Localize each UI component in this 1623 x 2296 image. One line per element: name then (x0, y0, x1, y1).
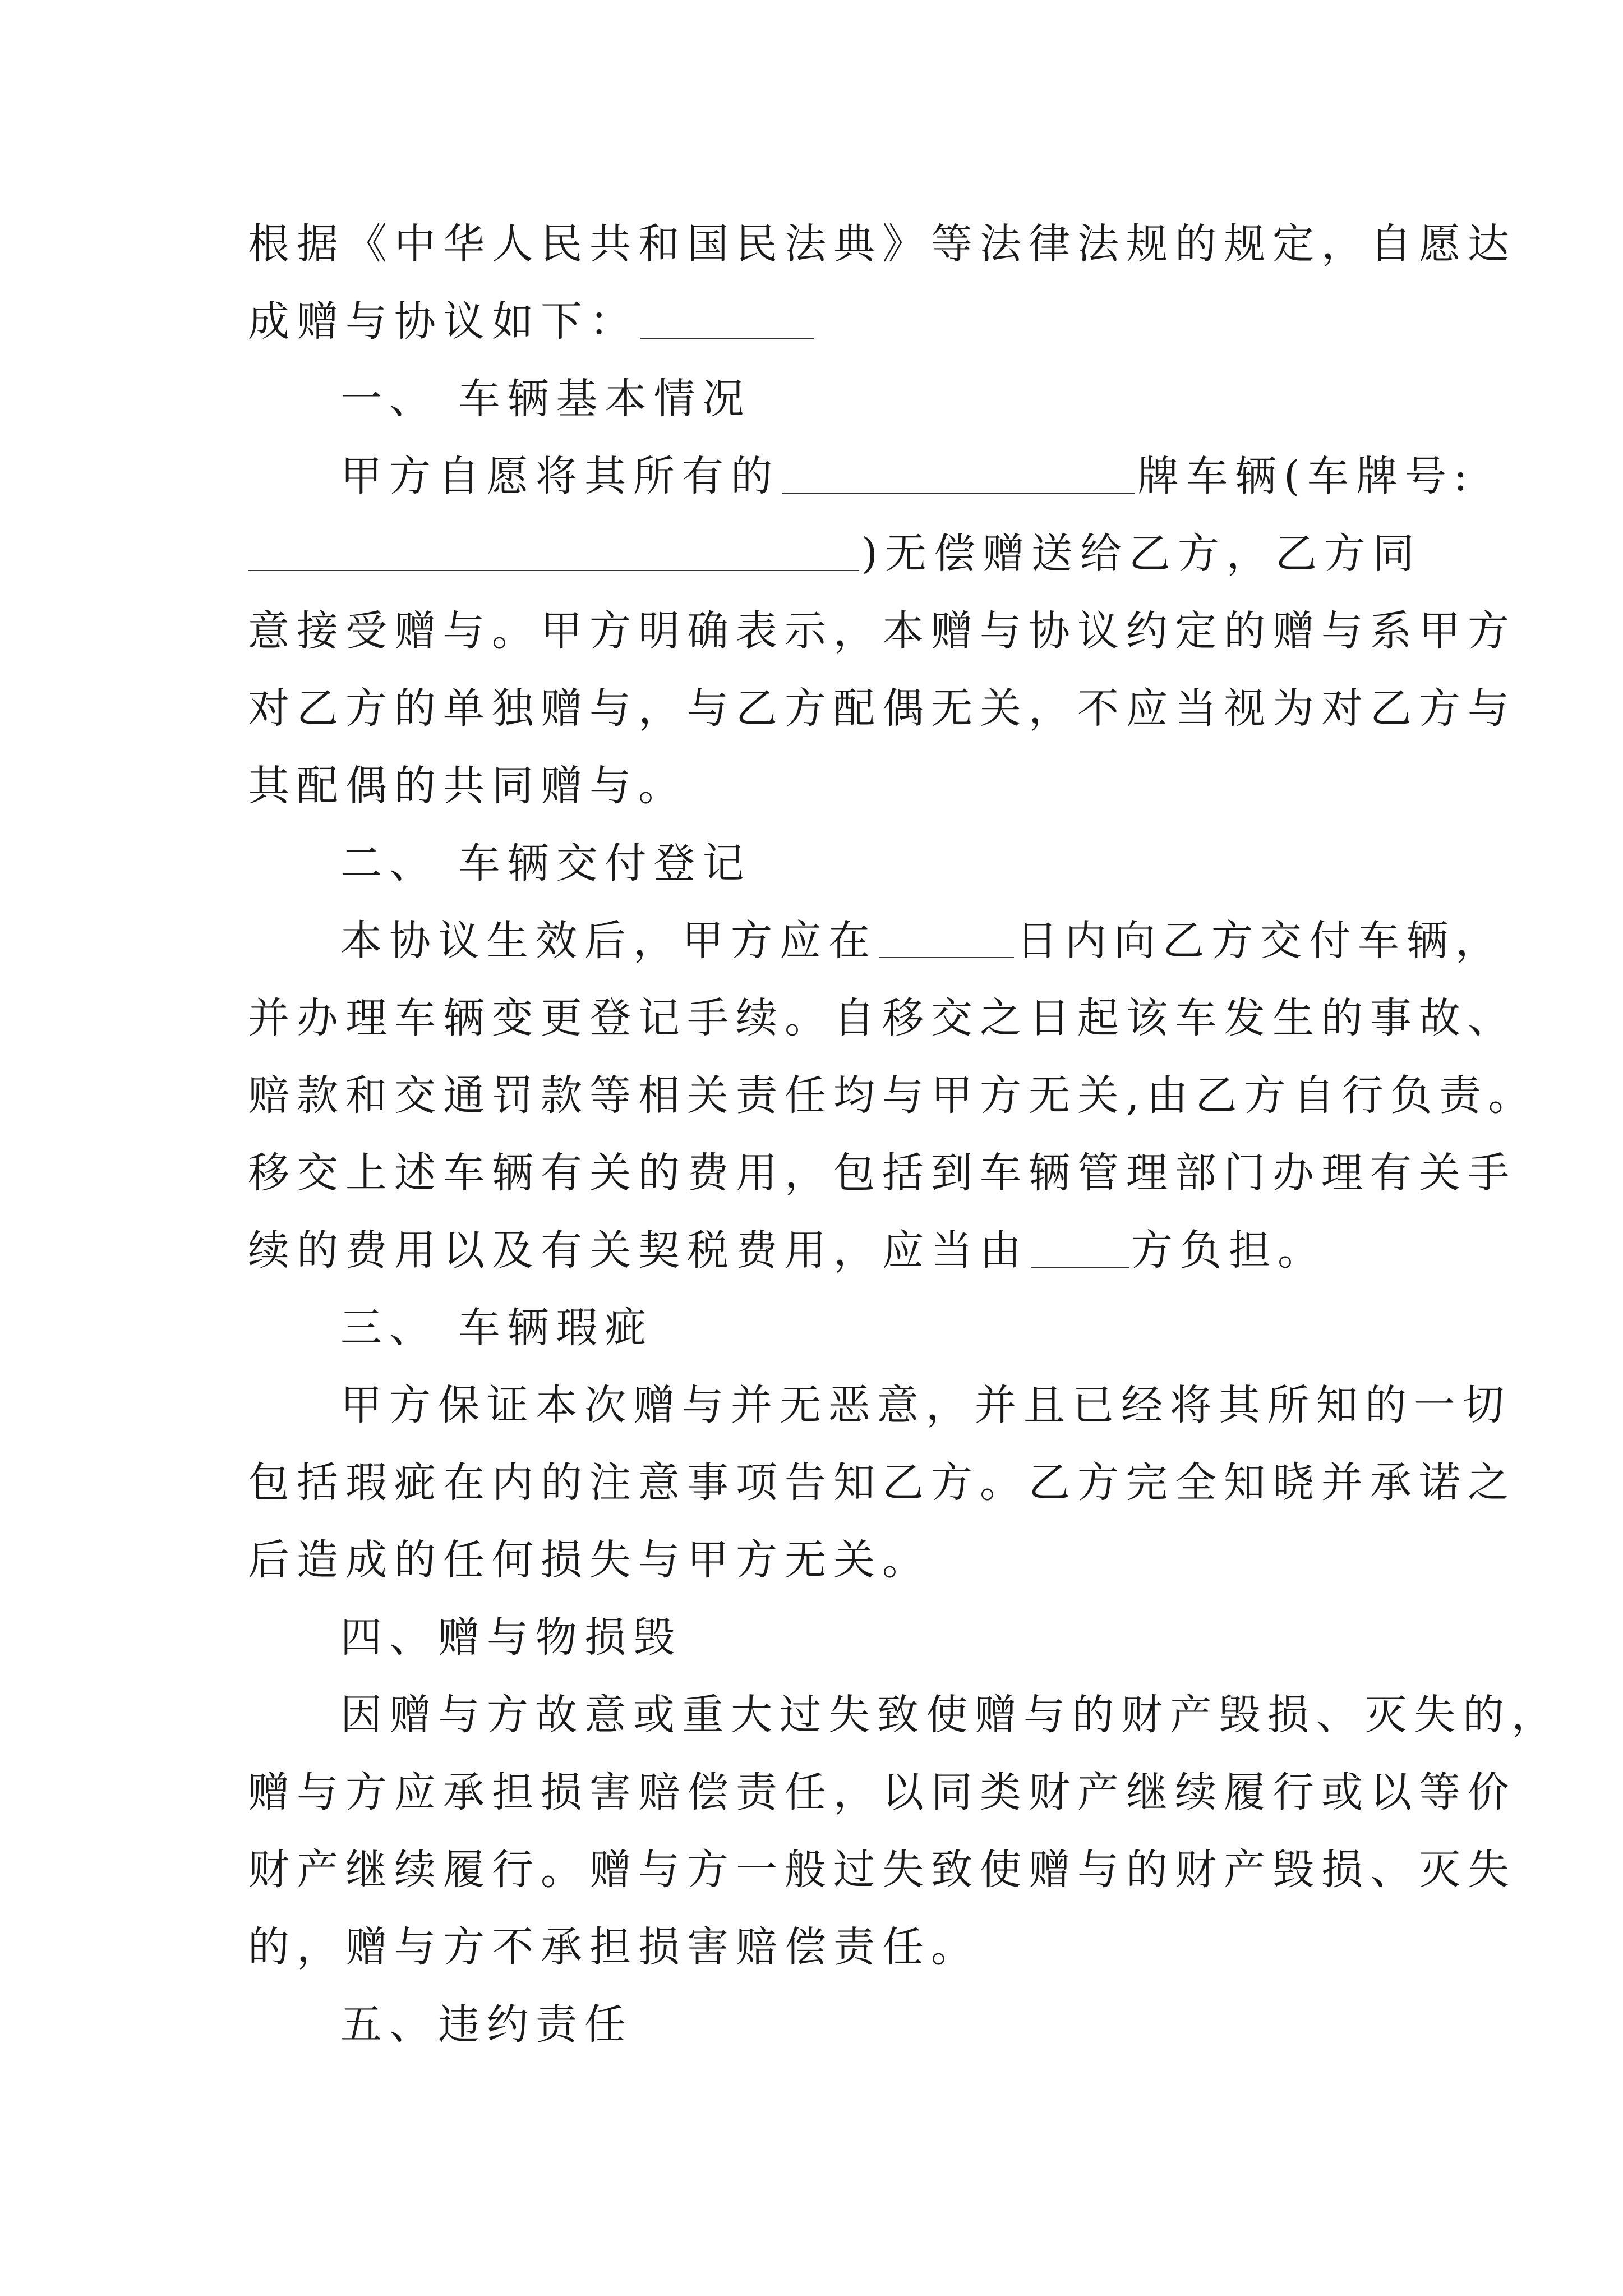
section-heading-2 (340, 821, 751, 905)
section-3-line-3 (248, 1518, 931, 1602)
section-4-line-4 (248, 1905, 980, 1989)
fill-in-blank[interactable] (640, 296, 814, 339)
section-2-line-1 (340, 899, 1504, 983)
heading-text: 三、 车辆瑕疵 (340, 1304, 654, 1352)
text-after: 日内向乙方交付车辆， (1016, 917, 1504, 965)
text: 因赠与方故意或重大过失致使赠与的财产毁损、灭失的， (340, 1691, 1560, 1739)
text: 续的费用以及有关契税费用，应当由 (248, 1226, 1029, 1274)
text: 甲方保证本次赠与并无恶意，并且已经将其所知的一切 (340, 1381, 1511, 1429)
section-1-line-4 (248, 666, 1516, 751)
text: 赔款和交通罚款等相关责任均与甲方无关,由乙方自行负责。 (248, 1071, 1537, 1120)
section-heading-3 (340, 1286, 654, 1370)
section-2-line-2 (248, 976, 1516, 1060)
section-4-line-1 (340, 1673, 1560, 1757)
text: 对乙方的单独赠与，与乙方配偶无关，不应当视为对乙方与 (248, 684, 1516, 733)
text: 财产继续履行。赠与方一般过失致使赠与的财产毁损、灭失 (248, 1846, 1516, 1894)
section-heading-5 (340, 1982, 633, 2067)
text: 成赠与协议如下： (248, 297, 638, 346)
text: 移交上述车辆有关的费用，包括到车辆管理部门办理有关手 (248, 1149, 1516, 1197)
text-after: 方负担。 (1131, 1226, 1326, 1274)
text: 本协议生效后，甲方应在 (340, 917, 877, 965)
section-1-line-5 (248, 744, 687, 828)
days-blank[interactable] (879, 915, 1014, 958)
section-1-line-2 (248, 512, 1422, 596)
section-heading-1 (340, 357, 751, 441)
party-blank[interactable] (1031, 1225, 1129, 1268)
text: 其配偶的共同赠与。 (248, 762, 687, 810)
heading-text: 五、违约责任 (340, 2000, 633, 2049)
text: )无偿赠送给乙方，乙方同 (861, 530, 1422, 578)
section-2-line-3 (248, 1053, 1537, 1138)
heading-text: 一、 车辆基本情况 (340, 375, 751, 423)
section-heading-4 (340, 1595, 682, 1680)
section-2-line-5 (248, 1208, 1326, 1292)
text: 包括瑕疵在内的注意事项告知乙方。乙方完全知晓并承诺之 (248, 1458, 1516, 1507)
section-3-line-1 (340, 1363, 1511, 1447)
heading-text: 二、 车辆交付登记 (340, 839, 751, 887)
paragraph-intro-line-2 (248, 279, 817, 364)
vehicle-brand-blank[interactable] (782, 451, 1135, 494)
heading-text: 四、赠与物损毁 (340, 1613, 682, 1662)
section-1-line-3 (248, 589, 1516, 673)
text: 并办理车辆变更登记手续。自移交之日起该车发生的事故、 (248, 994, 1516, 1042)
text-after: 牌车辆(车牌号: (1137, 452, 1475, 500)
section-4-line-3 (248, 1828, 1516, 1912)
paragraph-intro-line-1 (248, 202, 1516, 286)
text: 根据《中华人民共和国民法典》等法律法规的规定，自愿达 (248, 220, 1516, 268)
text: 赠与方应承担损害赔偿责任，以同类财产继续履行或以等价 (248, 1768, 1516, 1816)
text: 后造成的任何损失与甲方无关。 (248, 1536, 931, 1584)
section-1-line-1 (340, 434, 1475, 518)
plate-number-blank[interactable] (248, 528, 859, 571)
text: 甲方自愿将其所有的 (340, 452, 780, 500)
section-4-line-2 (248, 1750, 1516, 1834)
text: 意接受赠与。甲方明确表示，本赠与协议约定的赠与系甲方 (248, 607, 1516, 655)
text: 的，赠与方不承担损害赔偿责任。 (248, 1923, 980, 1971)
section-3-line-2 (248, 1441, 1516, 1525)
section-2-line-4 (248, 1131, 1516, 1215)
